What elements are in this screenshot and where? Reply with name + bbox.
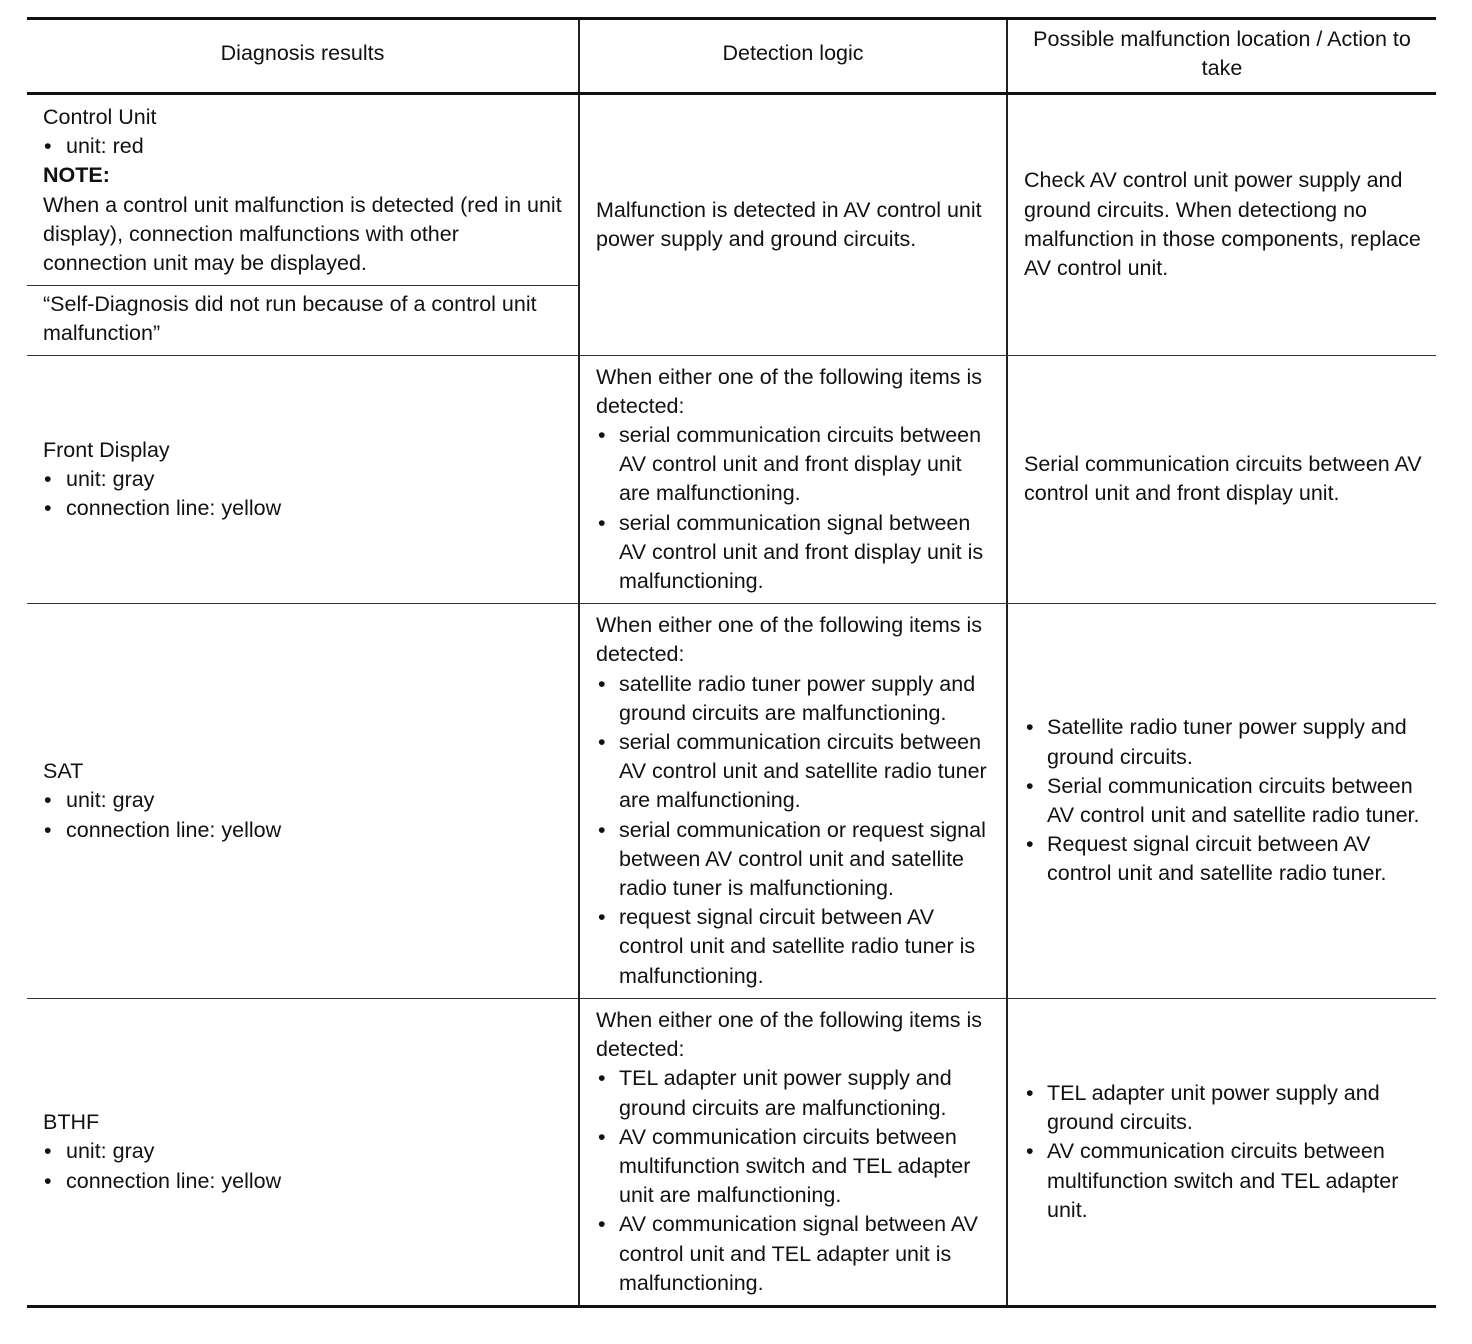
logic-cell: [579, 94, 1007, 356]
result-title: Control Unit: [43, 105, 157, 129]
logic-cell: [579, 604, 1007, 999]
list-item: • Serial communication circuits between AV control unit and satellite radio tuner.: [1024, 772, 1424, 830]
result-title: SAT: [43, 759, 84, 784]
action-cell: [1007, 604, 1436, 999]
list-item: • unit: gray: [43, 465, 566, 494]
logic-text: Malfunction is detected in AV control unit power supply and ground circuits.: [596, 197, 982, 251]
header-detection-logic: Detection logic: [579, 19, 1007, 94]
list-item: • unit: gray: [43, 1137, 566, 1166]
action-cell: [1007, 355, 1436, 604]
table-row-bthf: [27, 998, 1436, 1306]
result-title: BTHF: [43, 1110, 100, 1135]
action-text: Check AV control unit power supply and ground circuits. When detectiong no malfunction in those components, replace AV control unit.: [1024, 168, 1421, 281]
result-list: [43, 132, 566, 161]
note-text: When a control unit malfunction is detected (red in unit display), connection malfunctions with other connection unit may be displayed.: [43, 192, 562, 276]
logic-list: [596, 1064, 994, 1298]
diagnosis-table: [27, 17, 1436, 1308]
logic-intro: When either one of the following items is detected:: [596, 613, 983, 667]
logic-list: [596, 670, 994, 991]
table-row-control-unit: [27, 94, 1436, 286]
list-item: • connection line: yellow: [43, 1167, 566, 1196]
list-item: • serial communication circuits between AV control unit and satellite radio tuner are malfunctioning.: [596, 728, 994, 816]
logic-intro: When either one of the following items is detected:: [596, 1007, 983, 1062]
result-cell: [27, 286, 579, 355]
result-cell: [27, 604, 579, 999]
header-row: [27, 19, 1436, 94]
action-cell: [1007, 94, 1436, 356]
list-item: • TEL adapter unit power supply and ground circuits are malfunctioning.: [596, 1064, 994, 1122]
logic-cell: [579, 998, 1007, 1306]
list-item: • serial communication or request signal between AV control unit and satellite radio tuner is malfunctioning.: [596, 816, 994, 904]
header-action: Possible malfunction location / Action to take: [1007, 19, 1436, 94]
table-row-sat: [27, 604, 1436, 999]
action-list: [1024, 713, 1424, 888]
logic-intro: When either one of the following items is detected:: [596, 364, 983, 418]
result-cell: [27, 94, 579, 286]
result-list: [43, 786, 566, 844]
list-item: • unit: red: [43, 132, 566, 161]
list-item: • satellite radio tuner power supply and ground circuits are malfunctioning.: [596, 670, 994, 728]
list-item: • serial communication circuits between AV control unit and front display unit are malfunctioning.: [596, 421, 994, 509]
list-item: • serial communication signal between AV control unit and front display unit is malfunctioning.: [596, 509, 994, 597]
list-item: • AV communication circuits between multifunction switch and TEL adapter unit.: [1024, 1137, 1424, 1225]
list-item: • connection line: yellow: [43, 816, 566, 845]
action-cell: [1007, 998, 1436, 1306]
list-item: • request signal circuit between AV control unit and satellite radio tuner is malfunctioning.: [596, 903, 994, 991]
list-item: • Satellite radio tuner power supply and ground circuits.: [1024, 713, 1424, 771]
list-item: • Request signal circuit between AV control unit and satellite radio tuner.: [1024, 830, 1424, 888]
logic-list: [596, 421, 994, 596]
note-label: NOTE:: [43, 163, 110, 188]
list-item: • AV communication signal between AV control unit and TEL adapter unit is malfunctioning.: [596, 1210, 994, 1298]
result-list: [43, 1137, 566, 1195]
list-item: • TEL adapter unit power supply and ground circuits.: [1024, 1079, 1424, 1137]
result-list: [43, 465, 566, 523]
result-extra-text: “Self-Diagnosis did not run because of a control unit malfunction”: [43, 292, 537, 346]
action-text: Serial communication circuits between AV control unit and front display unit.: [1024, 452, 1422, 506]
table-row-front-display: [27, 355, 1436, 604]
list-item: • AV communication circuits between multifunction switch and TEL adapter unit are malfunctioning.: [596, 1123, 994, 1211]
action-list: [1024, 1079, 1424, 1225]
result-cell: [27, 998, 579, 1306]
result-title: Front Display: [43, 437, 170, 462]
result-cell: [27, 355, 579, 604]
logic-cell: [579, 355, 1007, 604]
list-item: • unit: gray: [43, 786, 566, 815]
header-diagnosis: Diagnosis results: [27, 19, 579, 94]
list-item: • connection line: yellow: [43, 494, 566, 523]
